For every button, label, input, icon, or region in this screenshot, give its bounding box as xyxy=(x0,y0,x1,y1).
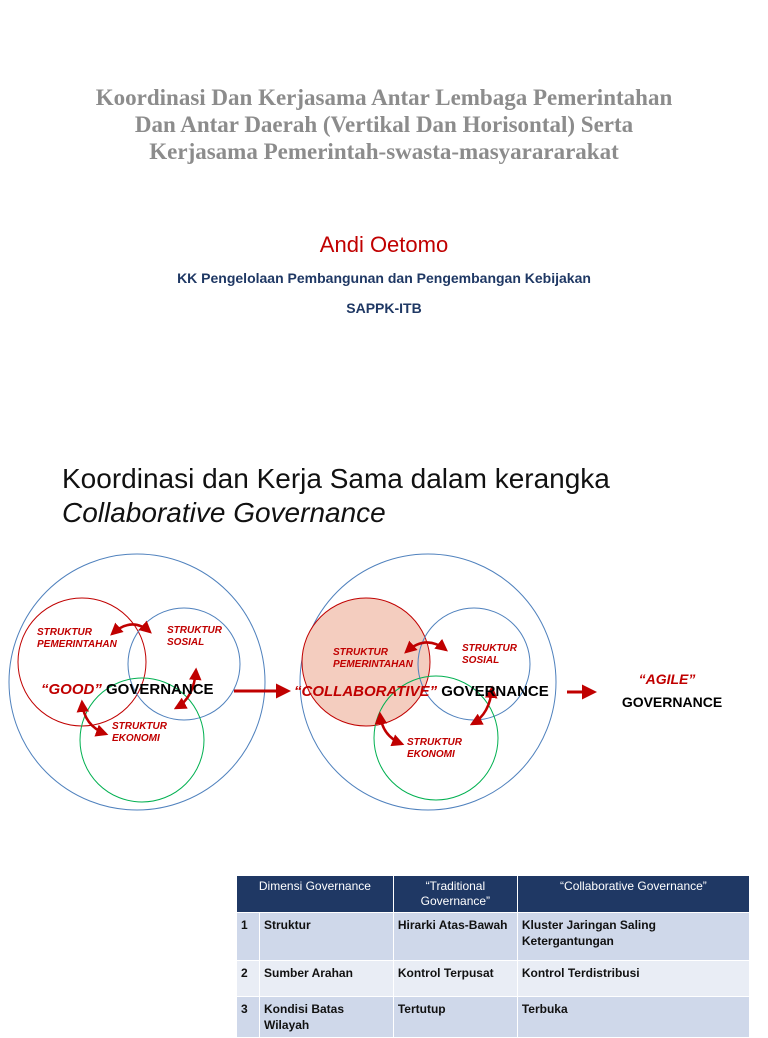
agile-word: “AGILE” xyxy=(638,671,696,687)
table-row xyxy=(237,997,750,1038)
header-traditional: “Traditional Governance” xyxy=(393,876,517,913)
row-traditional: Hirarki Atas-Bawah xyxy=(393,913,517,961)
heading-line-1: Koordinasi dan Kerja Sama dalam kerangka xyxy=(62,463,610,494)
governance-comparison-table xyxy=(236,875,750,1038)
governance-diagram xyxy=(0,556,768,856)
table-row xyxy=(237,961,750,997)
title-slide xyxy=(0,0,768,420)
label-sosial-1: STRUKTUR xyxy=(167,625,222,636)
row-collaborative: Terbuka xyxy=(517,997,749,1038)
label-pemerintahan-1: STRUKTUR xyxy=(333,647,388,658)
label-ekonomi-2: EKONOMI xyxy=(407,749,455,760)
row-dimensi: Struktur xyxy=(260,913,394,961)
slide-heading xyxy=(62,462,742,530)
label-ekonomi-1: STRUKTUR xyxy=(407,737,462,748)
row-number: 1 xyxy=(237,913,260,961)
arrow-pemerintahan-ekonomi xyxy=(82,702,106,734)
row-number: 2 xyxy=(237,961,260,997)
row-traditional: Kontrol Terpusat xyxy=(393,961,517,997)
row-traditional: Tertutup xyxy=(393,997,517,1038)
table-header-row xyxy=(237,876,750,913)
heading-line-2: Collaborative Governance xyxy=(62,497,386,528)
affiliation-line-2: SAPPK-ITB xyxy=(346,300,422,316)
row-dimensi: Sumber Arahan xyxy=(260,961,394,997)
row-number: 3 xyxy=(237,997,260,1038)
collaborative-governance-label: “COLLABORATIVE” GOVERNANCE xyxy=(294,683,549,700)
header-dimensi: Dimensi Governance xyxy=(237,876,394,913)
content-slide xyxy=(0,440,768,1032)
collaborative-governance-diagram xyxy=(294,554,556,810)
arrow-pemerintahan-sosial xyxy=(112,624,150,634)
row-collaborative: Kluster Jaringan Saling Ketergantungan xyxy=(517,913,749,961)
affiliation-line-1: KK Pengelolaan Pembangunan dan Pengembangan Kebijakan xyxy=(177,270,591,286)
row-dimensi: Kondisi Batas Wilayah xyxy=(260,997,394,1038)
slide-title: Koordinasi Dan Kerjasama Antar Lembaga Pemerintahan Dan Antar Daerah (Vertikal Dan Horisontal) Serta Kerjasama Pemerintah-swasta-masyarararakat xyxy=(95,85,673,164)
author-name: Andi Oetomo xyxy=(319,232,449,257)
row-collaborative: Kontrol Terdistribusi xyxy=(517,961,749,997)
label-sosial-2: SOSIAL xyxy=(167,637,205,648)
agile-suffix: GOVERNANCE xyxy=(621,694,723,710)
label-pemerintahan-2: PEMERINTAHAN xyxy=(333,659,413,670)
header-collaborative: “Collaborative Governance” xyxy=(517,876,749,913)
table-row xyxy=(237,913,750,961)
label-pemerintahan-2: PEMERINTAHAN xyxy=(37,639,117,650)
good-governance-label: “GOOD” GOVERNANCE xyxy=(41,681,214,698)
label-ekonomi-2: EKONOMI xyxy=(112,733,160,744)
good-governance-diagram xyxy=(9,554,265,810)
label-sosial-1: STRUKTUR xyxy=(462,643,517,654)
label-sosial-2: SOSIAL xyxy=(462,655,500,666)
label-ekonomi-1: STRUKTUR xyxy=(112,721,167,732)
label-pemerintahan-1: STRUKTUR xyxy=(37,627,92,638)
agile-governance-label xyxy=(622,671,722,710)
